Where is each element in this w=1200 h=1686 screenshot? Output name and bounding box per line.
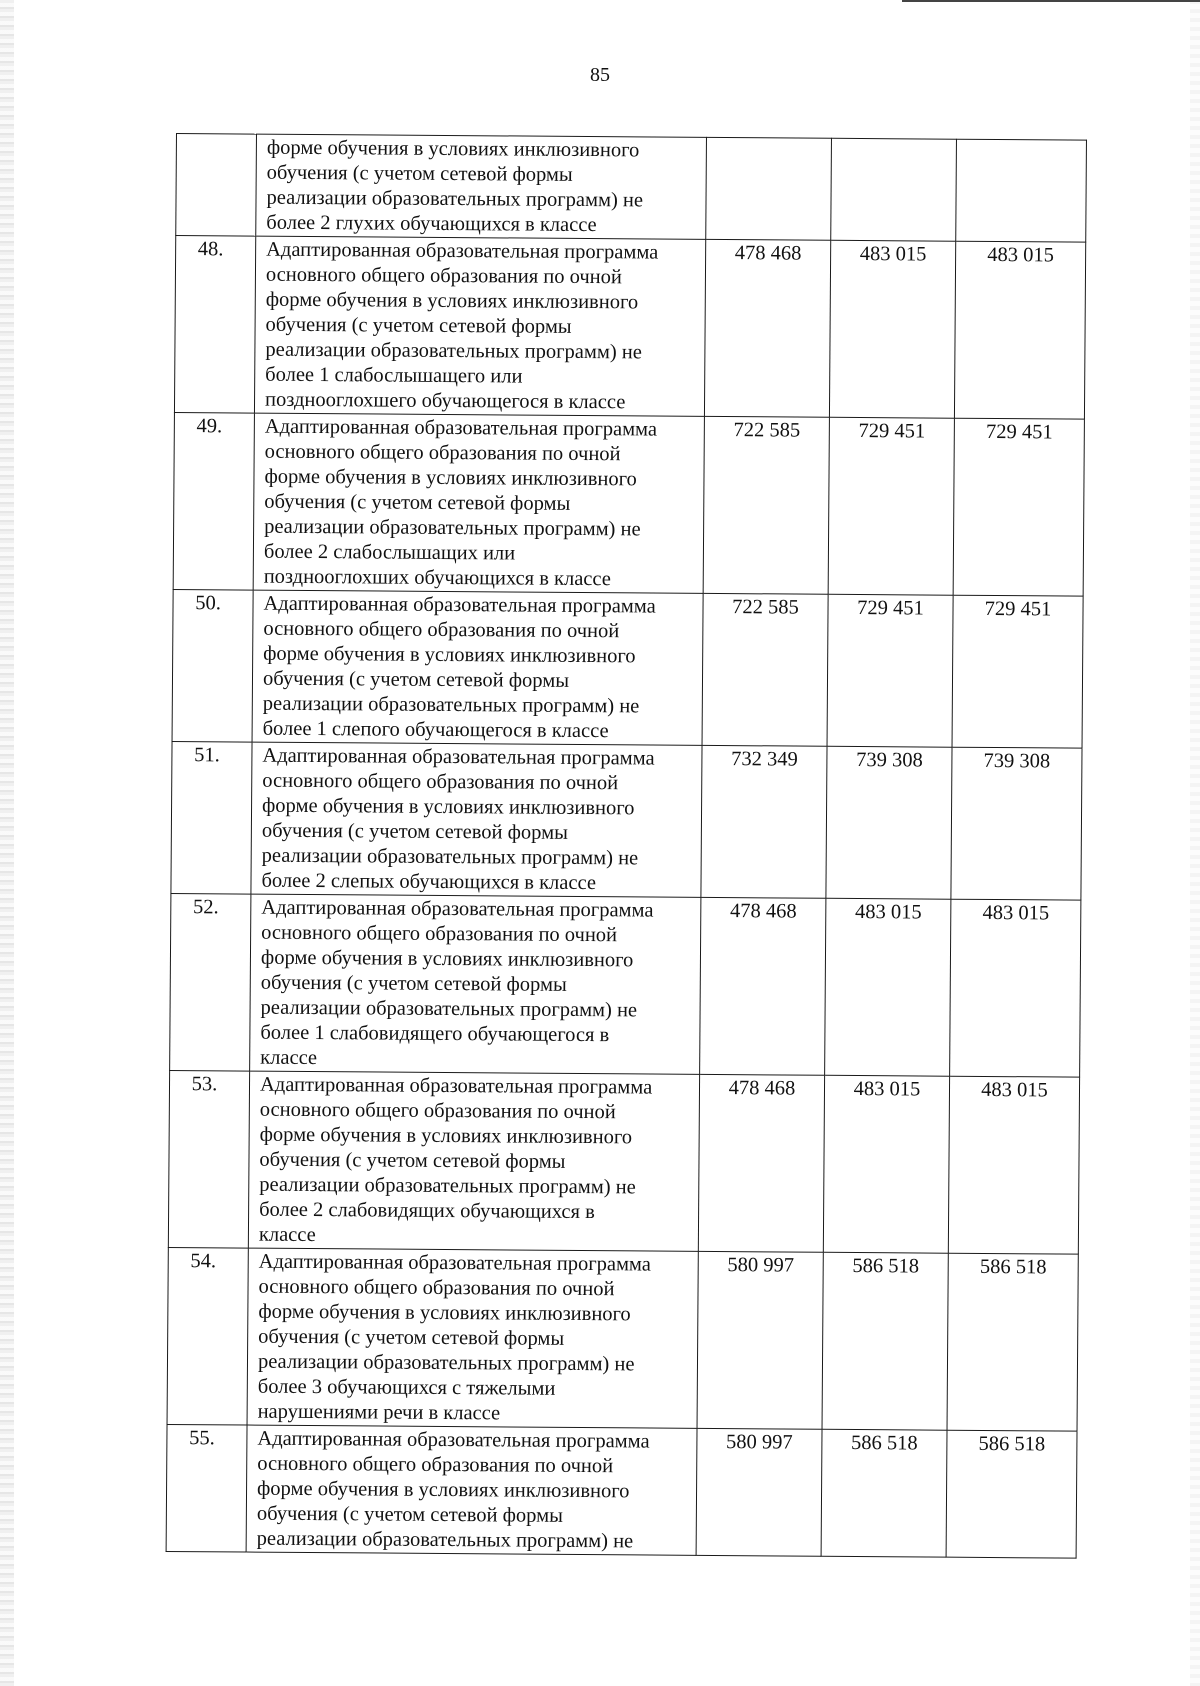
cost-value-2: 483 015 [829, 240, 955, 418]
row-number: 55. [166, 1424, 247, 1552]
table-row [171, 741, 1082, 900]
description-line: реализации образовательных программ) не [261, 844, 639, 870]
cost-value-3: 483 015 [950, 899, 1081, 1077]
description-line: Адаптированная образовательная программа [257, 1427, 650, 1453]
program-description [246, 1425, 697, 1555]
cost-value-1: 580 997 [697, 1251, 823, 1429]
table-row [176, 134, 1087, 243]
description-line: Адаптированная образовательная программа [264, 415, 658, 441]
description-line: более 2 глухих обучающихся в классе [266, 211, 597, 237]
description-line: реализации образовательных программ) не [257, 1350, 635, 1376]
table-wrapper [166, 133, 1087, 1559]
description-line: более 2 слабовидящих обучающихся в [259, 1198, 595, 1224]
row-number: 54. [167, 1247, 248, 1425]
description-line: обучения (с учетом сетевой формы [261, 819, 568, 844]
cost-value-2: 729 451 [827, 594, 953, 747]
description-line: основного общего образования по очной [257, 1452, 614, 1478]
description-line: более 1 слабовидящего обучающегося в [260, 1021, 610, 1047]
page-number: 85 [590, 64, 610, 86]
description-line: форме обучения в условиях инклюзивного [260, 946, 634, 972]
program-description [248, 1071, 699, 1251]
cost-table [166, 133, 1087, 1559]
description-line: реализации образовательных программ) не [264, 515, 641, 541]
cost-value-1: 722 585 [703, 416, 829, 594]
description-line: основного общего образования по очной [265, 263, 622, 289]
description-line: позднооглохшего обучающегося в классе [264, 388, 626, 414]
table-row [166, 1424, 1077, 1558]
description-line: обучения (с учетом сетевой формы [264, 490, 571, 515]
cost-value-3: 729 451 [953, 418, 1084, 596]
description-line: Адаптированная образовательная программа [261, 896, 654, 922]
table-row [170, 893, 1081, 1077]
cost-value-2: 483 015 [823, 1075, 949, 1253]
description-line: форме обучения в условиях инклюзивного [265, 288, 639, 314]
row-number: 52. [170, 893, 251, 1071]
description-line: форме обучения в условиях инклюзивного [259, 1123, 633, 1149]
program-description [252, 590, 703, 745]
table-row [172, 589, 1083, 748]
description-line: классе [260, 1046, 318, 1070]
description-line: обучения (с учетом сетевой формы [258, 1325, 565, 1350]
description-line: обучения (с учетом сетевой формы [265, 313, 572, 338]
description-line: основного общего образования по очной [259, 1098, 616, 1124]
program-description [251, 742, 702, 897]
description-line: форме обучения в условиях инклюзивного [256, 1477, 630, 1503]
cost-value-3: 483 015 [948, 1076, 1079, 1254]
cost-value-2: 586 518 [822, 1252, 948, 1430]
description-line: форме обучения в условиях инклюзивного [261, 794, 635, 820]
description-line: реализации образовательных программ) не [262, 692, 640, 718]
description-line: позднооглохших обучающихся в классе [263, 565, 611, 591]
cost-value-1: 722 585 [702, 593, 828, 746]
cost-value-3: 586 518 [946, 1430, 1077, 1558]
description-line: более 3 обучающихся с тяжелыми [257, 1375, 556, 1400]
row-number: 49. [173, 412, 254, 590]
description-line: форме обучения в условиях инклюзивного [258, 1300, 631, 1326]
cost-value-2: 739 308 [826, 746, 952, 899]
description-line: основного общего образования по очной [262, 769, 619, 795]
program-description [254, 236, 705, 416]
description-line: Адаптированная образовательная программа [263, 592, 656, 618]
row-number: 50. [172, 589, 253, 742]
cost-value-2 [831, 138, 957, 241]
row-number: 53. [168, 1070, 249, 1248]
description-line: Адаптированная образовательная программа [266, 238, 659, 264]
cost-value-3: 729 451 [952, 595, 1083, 748]
cost-value-1: 478 468 [704, 239, 830, 417]
row-number: 51. [171, 741, 252, 894]
cost-value-1: 478 468 [698, 1074, 824, 1252]
description-line: обучения (с учетом сетевой формы [259, 1148, 566, 1173]
program-description [256, 134, 707, 239]
scan-edge-left [0, 0, 14, 1686]
cost-value-3: 739 308 [951, 747, 1082, 900]
description-line: более 1 слабослышащего или [265, 363, 523, 388]
cost-value-1: 580 997 [696, 1428, 822, 1556]
top-rule [902, 0, 1200, 2]
cost-value-1 [706, 137, 832, 240]
cost-value-3 [956, 139, 1087, 242]
description-line: более 1 слепого обучающегося в классе [262, 717, 609, 743]
cost-value-3: 586 518 [947, 1253, 1078, 1431]
table-row [174, 236, 1085, 420]
description-line: реализации образовательных программ) не [256, 1527, 634, 1553]
table-row [168, 1070, 1079, 1254]
description-line: Адаптированная образовательная программа [262, 744, 655, 770]
program-description [253, 413, 704, 593]
table-row [173, 412, 1084, 596]
description-line: основного общего образования по очной [264, 440, 621, 466]
description-line: основного общего образования по очной [263, 617, 620, 643]
description-line: основного общего образования по очной [261, 921, 618, 947]
scan-edge-right [1190, 0, 1200, 1686]
cost-value-1: 478 468 [700, 897, 826, 1075]
description-line: обучения (с учетом сетевой формы [266, 161, 573, 186]
description-line: реализации образовательных программ) не [259, 1173, 636, 1199]
description-line: основного общего образования по очной [258, 1275, 615, 1301]
description-line: форме обучения в условиях инклюзивного [264, 465, 637, 491]
description-line: Адаптированная образовательная программа [259, 1073, 653, 1099]
description-line: обучения (с учетом сетевой формы [262, 667, 570, 692]
description-line: реализации образовательных программ) не [266, 186, 644, 212]
cost-value-3: 483 015 [954, 241, 1085, 419]
row-number [176, 134, 257, 237]
description-line: реализации образовательных программ) не [260, 996, 638, 1022]
description-line: более 2 слабослышащих или [263, 540, 516, 565]
table-row [167, 1247, 1078, 1431]
cost-value-2: 483 015 [825, 898, 951, 1076]
description-line: нарушениями речи в классе [257, 1400, 501, 1425]
description-line: классе [258, 1223, 316, 1247]
description-line: Адаптированная образовательная программа [258, 1250, 652, 1276]
description-line: реализации образовательных программ) не [265, 338, 642, 364]
cost-value-2: 729 451 [828, 417, 954, 595]
row-number: 48. [174, 236, 255, 414]
description-line: более 2 слепых обучающихся в классе [261, 869, 597, 895]
description-line: форме обучения в условиях инклюзивного [263, 642, 636, 668]
program-description [247, 1248, 698, 1428]
description-line: обучения (с учетом сетевой формы [256, 1502, 563, 1527]
description-line: форме обучения в условиях инклюзивного [266, 136, 640, 162]
cost-value-2: 586 518 [821, 1429, 947, 1557]
description-line: обучения (с учетом сетевой формы [260, 971, 567, 996]
program-description [250, 894, 701, 1074]
table-body [166, 134, 1086, 1559]
cost-value-1: 732 349 [701, 745, 827, 898]
